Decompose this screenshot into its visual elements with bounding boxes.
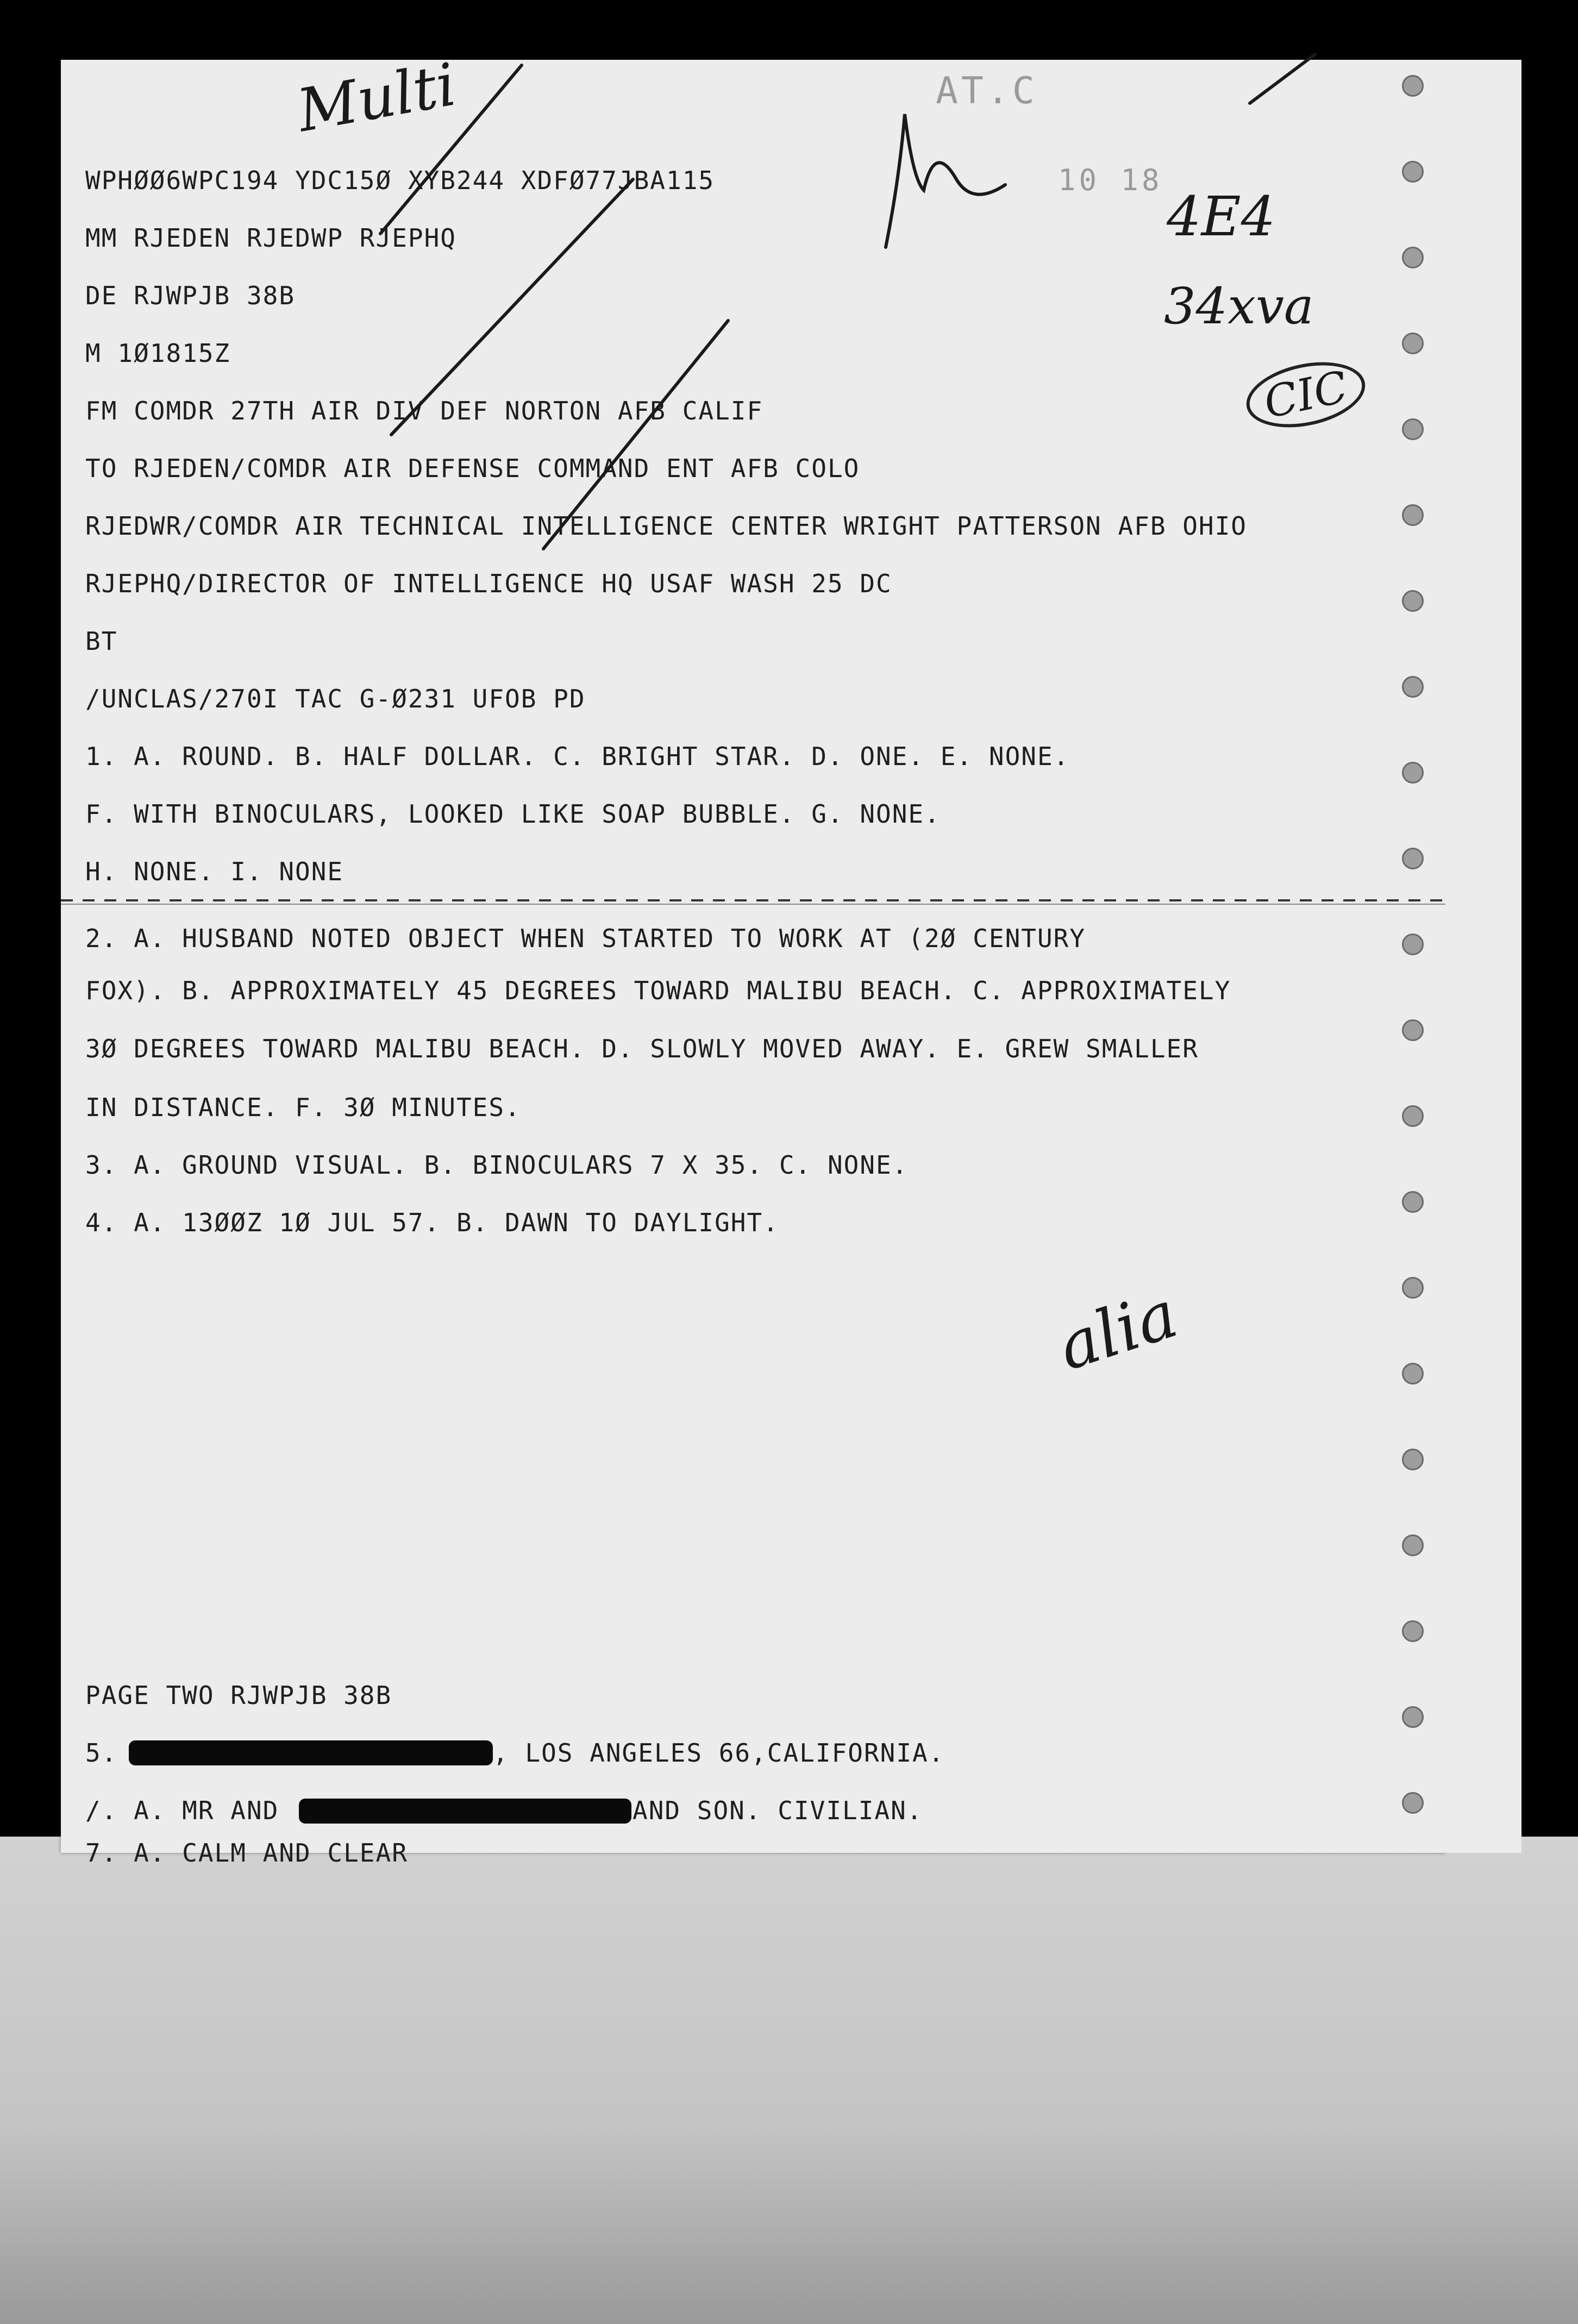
stamp-atic: AT.C [936,70,1038,112]
item-2-line: 2. A. HUSBAND NOTED OBJECT WHEN STARTED TO WORK AT (2Ø CENTURY [85,924,1086,953]
item-2-line: FOX). B. APPROXIMATELY 45 DEGREES TOWARD MALIBU BEACH. C. APPROXIMATELY [85,976,1231,1005]
item-7-partial-line: 7. A. CALM AND CLEAR [85,1838,408,1868]
page-two-heading: PAGE TWO RJWPJB 38B [85,1681,392,1710]
item-1-line: F. WITH BINOCULARS, LOOKED LIKE SOAP BUBBLE. G. NONE. [85,799,941,829]
item-5-line: , LOS ANGELES 66,CALIFORNIA. [493,1738,945,1768]
pen-stroke [1250,54,1315,103]
pen-signature [886,114,1005,247]
precedence-line: MM RJEDEN RJEDWP RJEPHQ [85,223,456,253]
handwritten-note: 4E4 [1167,185,1276,248]
classification-line: /UNCLAS/270I TAC G-Ø231 UFOB PD [85,684,586,713]
item-5-prefix: 5. [85,1738,118,1768]
circled-note: CIC [1241,352,1372,437]
handwritten-initials: alia [1049,1276,1186,1386]
date-stamp: 10 18 [1058,163,1163,197]
addressee-line: RJEDWR/COMDR AIR TECHNICAL INTELLIGENCE CENTER WRIGHT PATTERSON AFB OHIO [85,511,1247,541]
item-1-line: 1. A. ROUND. B. HALF DOLLAR. C. BRIGHT STAR. D. ONE. E. NONE. [85,742,1070,771]
item-1-line: H. NONE. I. NONE [85,857,344,886]
pen-stroke [391,179,633,435]
item-2-line: IN DISTANCE. F. 3Ø MINUTES. [85,1093,521,1122]
routing-line: WPHØØ6WPC194 YDC15Ø XYB244 XDFØ77JBA115 [85,166,715,195]
handwritten-multi: Multi [292,51,461,146]
item-6-line: AND SON. CIVILIAN. [633,1796,923,1825]
station-line: DE RJWPJB 38B [85,281,296,310]
addressee-line: RJEPHQ/DIRECTOR OF INTELLIGENCE HQ USAF WASH 25 DC [85,569,892,598]
from-line: FM COMDR 27TH AIR DIV DEF NORTON AFB CALIF [85,396,763,425]
item-2-line: 3Ø DEGREES TOWARD MALIBU BEACH. D. SLOWLY MOVED AWAY. E. GREW SMALLER [85,1034,1199,1063]
item-6-prefix: /. A. MR AND [85,1796,279,1825]
dtg-line: M 1Ø1815Z [85,339,231,368]
handwritten-note: 34xva [1164,277,1314,335]
item-3-line: 3. A. GROUND VISUAL. B. BINOCULARS 7 X 35. C. NONE. [85,1150,909,1180]
item-4-line: 4. A. 13ØØZ 1Ø JUL 57. B. DAWN TO DAYLIGHT. [85,1208,779,1237]
pen-stroke [380,65,522,234]
to-line: TO RJEDEN/COMDR AIR DEFENSE COMMAND ENT AFB COLO [85,454,860,483]
break-line: BT [85,627,118,656]
pen-stroke [543,321,728,549]
